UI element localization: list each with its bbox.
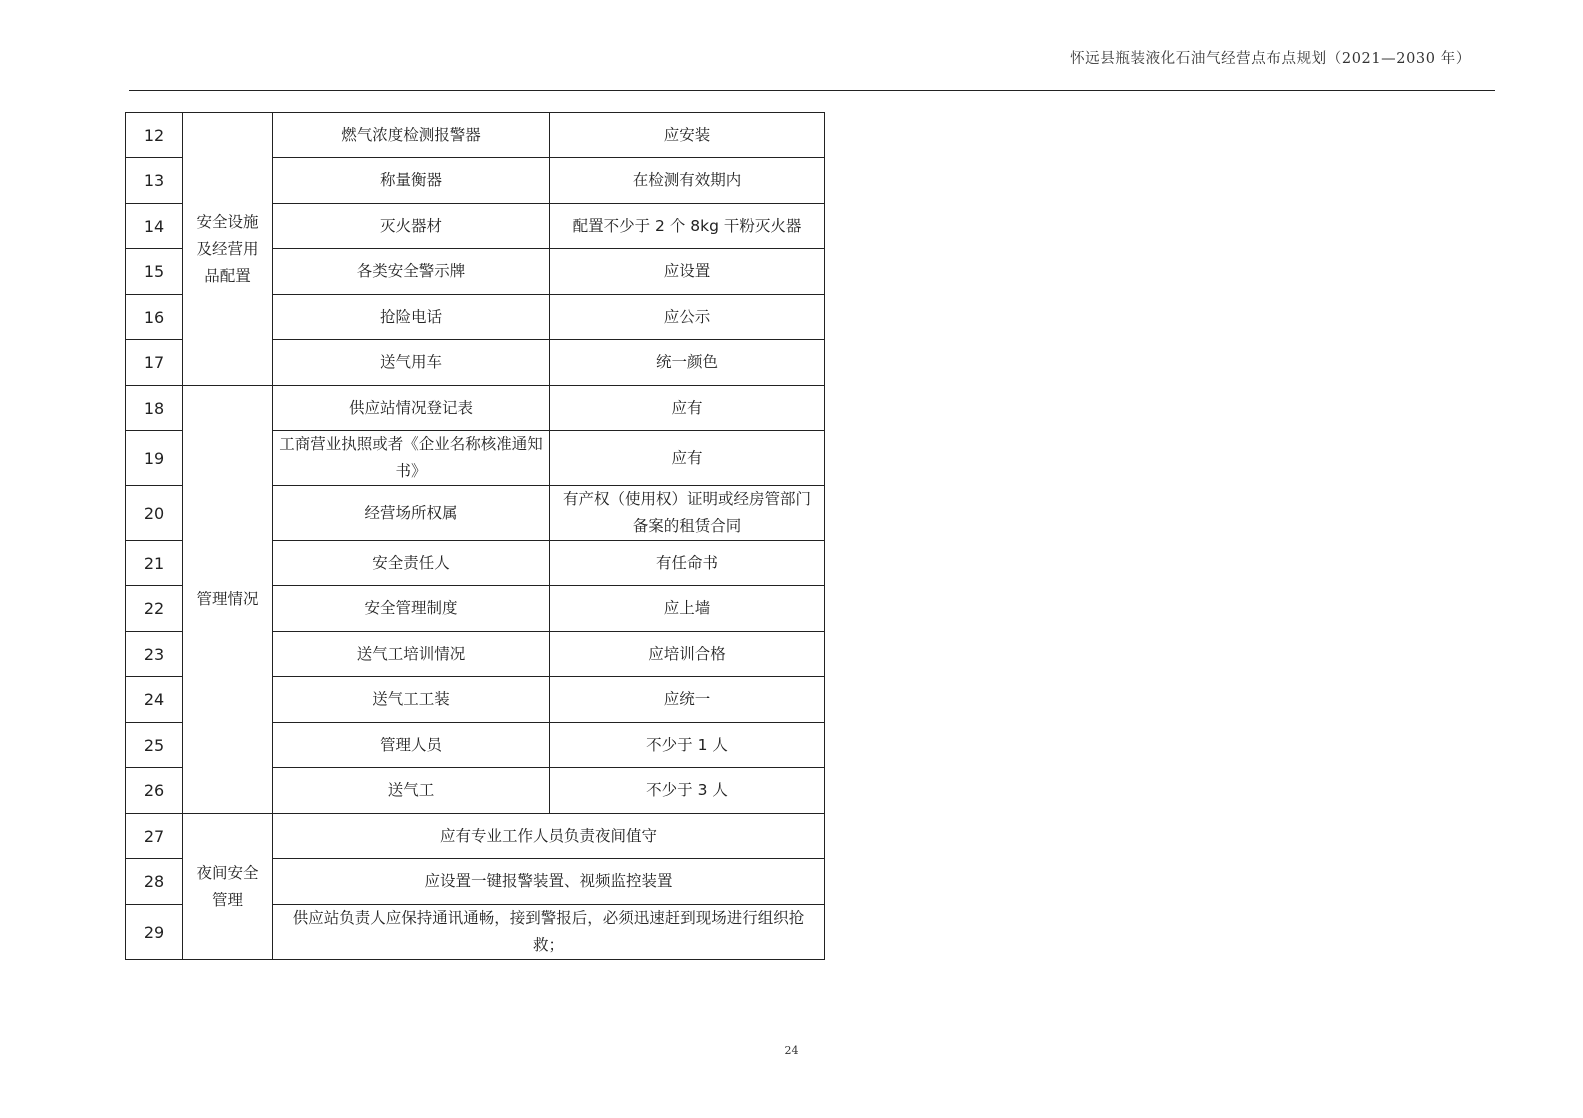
row-number: 29 (126, 905, 183, 960)
requirement-cell: 应上墙 (550, 586, 825, 632)
row-number: 19 (126, 431, 183, 486)
category-cell (183, 113, 273, 386)
category-label: 安全设施及经营用品配置 (196, 212, 259, 285)
item-cell: 抢险电话 (273, 295, 550, 340)
item-cell: 燃气浓度检测报警器 (273, 113, 550, 158)
requirement-cell: 应公示 (550, 295, 825, 340)
item-cell: 送气工培训情况 (273, 632, 550, 677)
row-number: 12 (126, 113, 183, 158)
row-number: 23 (126, 632, 183, 677)
item-cell: 经营场所权属 (273, 486, 550, 541)
row-number: 26 (126, 768, 183, 814)
page-number: 24 (784, 1044, 799, 1057)
header-divider (129, 90, 1495, 91)
item-cell: 管理人员 (273, 723, 550, 768)
requirement-cell: 应培训合格 (550, 632, 825, 677)
category-cell (183, 814, 273, 960)
row-number: 24 (126, 677, 183, 723)
requirement-cell: 有产权（使用权）证明或经房管部门备案的租赁合同 (550, 486, 825, 541)
item-cell: 安全责任人 (273, 541, 550, 586)
row-number: 28 (126, 859, 183, 905)
table-row (126, 386, 825, 431)
requirements-table (125, 112, 825, 960)
row-number: 15 (126, 249, 183, 295)
requirement-cell: 有任命书 (550, 541, 825, 586)
item-cell: 灭火器材 (273, 204, 550, 249)
item-cell: 工商营业执照或者《企业名称核准通知书》 (273, 431, 550, 486)
requirement-cell: 应有 (550, 386, 825, 431)
item-cell: 送气工工装 (273, 677, 550, 723)
document-header-title: 怀远县瓶装液化石油气经营点布点规划（2021—2030 年） (1070, 51, 1471, 67)
merged-requirement-cell: 供应站负责人应保持通讯通畅，接到警报后，必须迅速赶到现场进行组织抢救； (273, 905, 825, 960)
row-number: 13 (126, 158, 183, 204)
requirement-cell: 不少于 3 人 (550, 768, 825, 814)
item-cell: 送气用车 (273, 340, 550, 386)
table-row (126, 113, 825, 158)
category-cell (183, 386, 273, 814)
merged-requirement-cell: 应有专业工作人员负责夜间值守 (273, 814, 825, 859)
category-label: 夜间安全管理 (196, 863, 259, 909)
requirement-cell: 不少于 1 人 (550, 723, 825, 768)
row-number: 27 (126, 814, 183, 859)
item-cell: 称量衡器 (273, 158, 550, 204)
row-number: 21 (126, 541, 183, 586)
requirement-cell: 应统一 (550, 677, 825, 723)
item-cell: 送气工 (273, 768, 550, 814)
row-number: 20 (126, 486, 183, 541)
requirement-cell: 配置不少于 2 个 8kg 干粉灭火器 (550, 204, 825, 249)
requirement-cell: 应有 (550, 431, 825, 486)
merged-requirement-cell: 应设置一键报警装置、视频监控装置 (273, 859, 825, 905)
row-number: 22 (126, 586, 183, 632)
category-label: 管理情况 (196, 590, 259, 608)
requirement-cell: 统一颜色 (550, 340, 825, 386)
item-cell: 供应站情况登记表 (273, 386, 550, 431)
row-number: 17 (126, 340, 183, 386)
table-row (126, 814, 825, 859)
row-number: 18 (126, 386, 183, 431)
item-cell: 各类安全警示牌 (273, 249, 550, 295)
row-number: 25 (126, 723, 183, 768)
requirement-cell: 应安装 (550, 113, 825, 158)
requirement-cell: 应设置 (550, 249, 825, 295)
item-cell: 安全管理制度 (273, 586, 550, 632)
row-number: 16 (126, 295, 183, 340)
row-number: 14 (126, 204, 183, 249)
requirement-cell: 在检测有效期内 (550, 158, 825, 204)
